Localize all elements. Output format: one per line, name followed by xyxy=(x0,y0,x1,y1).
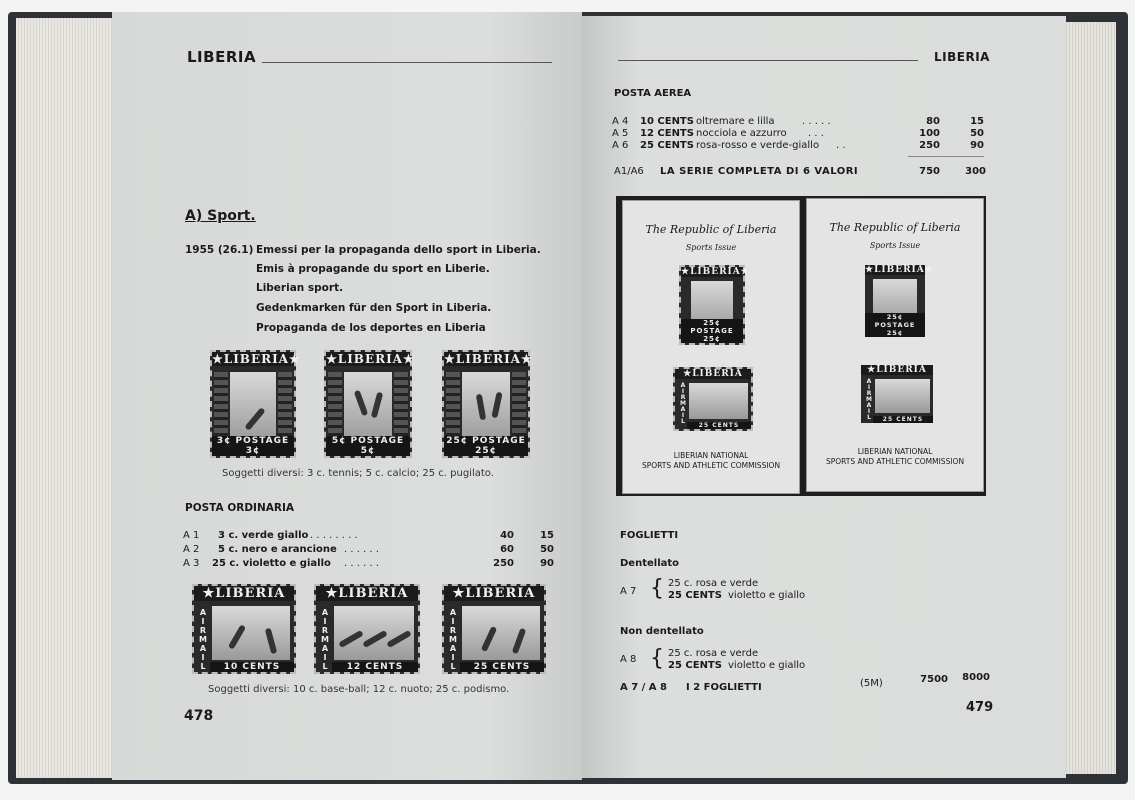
row-value-mint: 80 xyxy=(926,116,940,127)
total-value-used: 300 xyxy=(965,166,986,177)
a7-line2-desc: violetto e giallo xyxy=(728,590,806,601)
athlete-figure xyxy=(371,392,384,419)
athlete-figure xyxy=(386,630,412,648)
description-en: Liberian sport. xyxy=(256,282,344,294)
athlete-figure xyxy=(362,630,388,648)
stamp-scene xyxy=(344,372,392,442)
stamp-banner: ★LIBERIA★ xyxy=(326,352,415,366)
stamp-footer: 25¢ POSTAGE 25¢ xyxy=(681,319,743,343)
caption-top: Soggetti diversi: 3 c. tennis; 5 c. calcio; 25 c. pugilato. xyxy=(222,468,494,479)
subsection-ordinaria: POSTA ORDINARIA xyxy=(185,502,294,514)
total2-value-mint: 7500 xyxy=(920,674,948,685)
row-desc: 3 c. verde giallo xyxy=(218,530,309,541)
stamp-footer: 10 CENTS xyxy=(210,662,294,672)
athlete-figure xyxy=(265,628,278,655)
sheet-footer-line2: SPORTS AND ATHLETIC COMMISSION xyxy=(641,461,781,470)
brace: { xyxy=(650,646,664,671)
row-desc: rosa-rosso e verde-giallo xyxy=(696,140,820,151)
a8-line1: 25 c. rosa e verde xyxy=(668,648,759,659)
total-code: A1/A6 xyxy=(614,166,644,177)
row-code: A 3 xyxy=(183,558,200,569)
row-dots: . . . . . . xyxy=(344,558,379,569)
section-title: A) Sport. xyxy=(185,208,256,224)
right-page-header: LIBERIA xyxy=(934,50,990,64)
stamp-scene xyxy=(462,372,510,442)
stamp-banner: ★LIBERIA xyxy=(194,586,294,601)
athlete-figure xyxy=(512,628,527,654)
row-value: 12 CENTS xyxy=(640,128,694,139)
row-desc: 25 c. violetto e giallo xyxy=(212,558,331,569)
row-code: A 5 xyxy=(612,128,629,139)
header-rule xyxy=(618,60,918,61)
row-value: 25 CENTS xyxy=(640,140,694,151)
row-value-used: 90 xyxy=(540,558,554,569)
sheet-title: The Republic of Liberia xyxy=(829,221,961,234)
sheet-footer-line2: SPORTS AND ATHLETIC COMMISSION xyxy=(825,457,965,466)
stamp-footer: 25¢ POSTAGE 25¢ xyxy=(444,436,528,456)
row-value-used: 50 xyxy=(540,544,554,555)
caption-bottom: Soggetti diversi: 10 c. base-ball; 12 c. nuoto; 25 c. podismo. xyxy=(208,684,510,695)
row-desc: 5 c. nero e arancione xyxy=(218,544,337,555)
stamp-footer: 12 CENTS xyxy=(332,662,418,672)
athlete-figure xyxy=(491,392,502,419)
row-dots: . . . . . xyxy=(802,116,831,127)
stamp-scene xyxy=(875,379,930,413)
sheet-title: The Republic of Liberia xyxy=(645,223,777,236)
stamp-scene xyxy=(230,372,276,442)
athlete-figure xyxy=(228,624,246,650)
stamp-airmail-label: A I R M A I L xyxy=(866,378,872,421)
sheet-footer-line1: LIBERIAN NATIONAL xyxy=(857,447,933,456)
page-edges-right xyxy=(1064,22,1116,774)
total-value-mint: 750 xyxy=(919,166,940,177)
sheet-stamp-airmail xyxy=(673,367,753,431)
stamp-footer: 25 CENTS xyxy=(873,416,933,423)
total2-desc: I 2 FOGLIETTI xyxy=(686,682,762,693)
row-dots: . . . xyxy=(808,128,824,139)
sheet-footer-line1: LIBERIAN NATIONAL xyxy=(673,451,749,460)
stamp-banner: ★LIBERIA xyxy=(861,365,933,375)
stamp-footer: 25¢ POSTAGE 25¢ xyxy=(865,313,925,337)
non-dentellato-heading: Non dentellato xyxy=(620,626,704,637)
left-page-header: LIBERIA xyxy=(187,48,257,66)
stamp-laurel xyxy=(214,372,228,442)
athlete-figure xyxy=(354,390,369,416)
row-desc: nocciola e azzurro xyxy=(696,128,787,139)
stamp-banner: ★LIBERIA★ xyxy=(865,265,934,275)
stamp-scene xyxy=(334,606,414,660)
stamp-banner: ★LIBERIA★ xyxy=(681,267,750,277)
description-fr: Emis à propagande du sport en Liberie. xyxy=(256,263,490,275)
description-de: Gedenkmarken für den Sport in Liberia. xyxy=(256,302,492,314)
left-page xyxy=(112,12,582,780)
stamp-swimming xyxy=(314,584,420,674)
athlete-figure xyxy=(481,626,497,652)
row-value-used: 50 xyxy=(970,128,984,139)
dentellato-heading: Dentellato xyxy=(620,558,680,569)
stamp-tennis xyxy=(210,350,301,458)
page-edges-left xyxy=(16,18,116,778)
stamp-footer: 25 CENTS xyxy=(687,422,751,429)
stamp-banner: ★LIBERIA★ xyxy=(212,352,301,366)
total2-note: (5M) xyxy=(860,678,883,689)
stamp-banner: ★LIBERIA★ xyxy=(444,352,533,366)
row-dots: . . xyxy=(836,140,846,151)
sheet-subtitle: Sports Issue xyxy=(869,241,921,250)
a7-line1: 25 c. rosa e verde xyxy=(668,578,759,589)
stamp-laurel xyxy=(446,372,460,442)
stamp-laurel xyxy=(328,372,342,442)
total-desc: LA SERIE COMPLETA DI 6 VALORI xyxy=(660,166,859,177)
page-number-left: 478 xyxy=(184,708,214,724)
stamp-running xyxy=(442,584,546,674)
row-value-used: 15 xyxy=(970,116,984,127)
souvenir-sheets-photo xyxy=(616,196,986,496)
row-code: A 6 xyxy=(612,140,629,151)
stamp-banner: ★LIBERIA xyxy=(675,369,751,379)
sheet-stamp-airmail xyxy=(861,365,933,423)
row-code: A 1 xyxy=(183,530,200,541)
row-value-mint: 250 xyxy=(919,140,940,151)
souvenir-sheet-perforated xyxy=(622,200,800,494)
total-rule xyxy=(908,156,984,157)
stamp-scene xyxy=(462,606,540,660)
stamp-footer: 5¢ POSTAGE 5¢ xyxy=(326,436,410,456)
description-es: Propaganda de los deportes en Liberia xyxy=(256,322,486,334)
row-value-mint: 100 xyxy=(919,128,940,139)
stamp-airmail-label: A I R M A I L xyxy=(449,608,457,671)
a7-code: A 7 xyxy=(620,586,637,597)
stamp-scene xyxy=(689,383,748,419)
stamp-boxing xyxy=(442,350,533,458)
row-dots: . . . . . . . . xyxy=(310,530,358,541)
athlete-figure xyxy=(476,394,486,421)
a8-line2-value: 25 CENTS xyxy=(668,660,722,671)
stamp-scene xyxy=(212,606,290,660)
a7-line2-value: 25 CENTS xyxy=(668,590,722,601)
a8-code: A 8 xyxy=(620,654,637,665)
stamp-airmail-label: A I R M A I L xyxy=(199,608,207,671)
sheet-stamp-postage xyxy=(865,265,934,337)
stamp-airmail-label: A I R M A I L xyxy=(680,382,686,425)
row-value-mint: 60 xyxy=(500,544,514,555)
page-number-right: 479 xyxy=(966,700,994,715)
row-value-used: 15 xyxy=(540,530,554,541)
row-code: A 2 xyxy=(183,544,200,555)
sheet-subtitle: Sports Issue xyxy=(685,243,737,252)
stamp-footer: 25 CENTS xyxy=(460,662,544,672)
subsection-aerea: POSTA AEREA xyxy=(614,88,692,99)
total2-code: A 7 / A 8 xyxy=(620,682,667,693)
row-code: A 4 xyxy=(612,116,629,127)
sheet-stamp-postage xyxy=(679,265,750,345)
description-it: Emessi per la propaganda dello sport in Liberia. xyxy=(256,244,541,256)
stamp-laurel xyxy=(394,372,408,442)
row-desc: oltremare e lilla xyxy=(696,116,775,127)
souvenir-sheet-imperforate xyxy=(806,198,984,492)
stamp-laurel xyxy=(278,372,292,442)
stamp-football xyxy=(324,350,415,458)
stamp-banner: ★LIBERIA xyxy=(316,586,418,601)
athlete-figure xyxy=(244,407,265,431)
stamp-banner: ★LIBERIA xyxy=(444,586,544,601)
total2-value-used: 8000 xyxy=(962,672,990,683)
stamp-airmail-label: A I R M A I L xyxy=(321,608,329,671)
row-value-mint: 250 xyxy=(493,558,514,569)
row-value: 10 CENTS xyxy=(640,116,694,127)
brace: { xyxy=(650,576,664,601)
foglietti-heading: FOGLIETTI xyxy=(620,530,679,541)
right-page xyxy=(582,16,1066,778)
issue-date: 1955 (26.1) xyxy=(185,244,254,256)
stamp-laurel xyxy=(512,372,526,442)
row-value-mint: 40 xyxy=(500,530,514,541)
row-value-used: 90 xyxy=(970,140,984,151)
stamp-baseball xyxy=(192,584,296,674)
athlete-figure xyxy=(338,630,364,648)
a8-line2-desc: violetto e giallo xyxy=(728,660,806,671)
header-rule xyxy=(262,62,552,63)
row-dots: . . . . . . xyxy=(344,544,379,555)
stamp-footer: 3¢ POSTAGE 3¢ xyxy=(212,436,294,456)
